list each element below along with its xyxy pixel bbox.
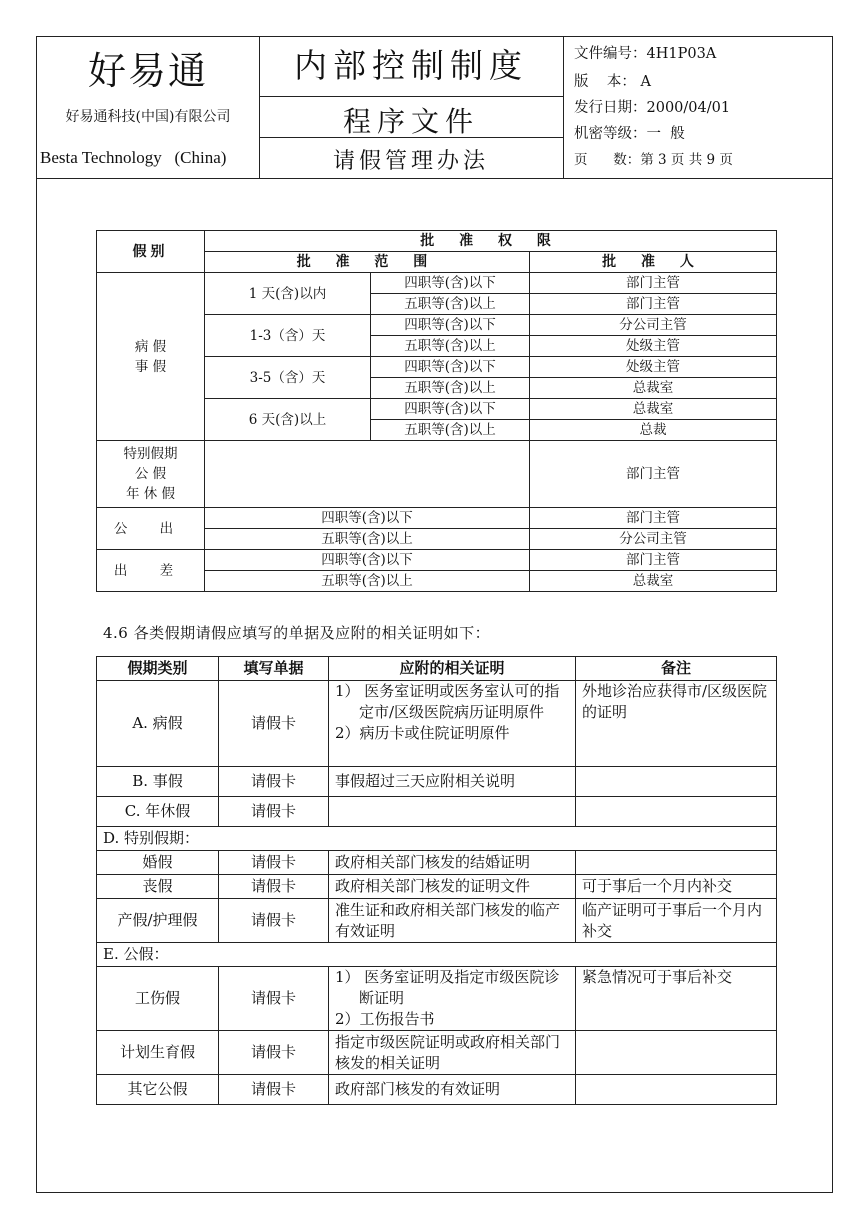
rank-cell: 四职等(含)以下: [371, 315, 530, 336]
leave-type: A. 病假: [97, 681, 219, 767]
leave-type: 婚假: [97, 851, 219, 875]
approver-cell: 部门主管: [530, 508, 777, 529]
meta-page-count: 页 数：第 3 页 共 9 页: [574, 152, 733, 168]
form-name: 请假卡: [219, 851, 329, 875]
outing-label: 公 出: [97, 508, 205, 550]
leave-type: 计划生育假: [97, 1031, 219, 1075]
proof-line: 1） 医务室证明或医务室认可的指定市/区级医院病历证明原件: [335, 682, 560, 721]
remark: [576, 851, 777, 875]
approver-cell: 总裁室: [530, 571, 777, 592]
proof-cell: [329, 681, 576, 767]
proof-cell: 准生证和政府相关部门核发的临产有效证明: [329, 899, 576, 943]
approver-cell: 分公司主管: [530, 315, 777, 336]
proof-cell: 政府部门核发的有效证明: [329, 1075, 576, 1105]
remark: [576, 1031, 777, 1075]
approver-cell: 总裁室: [530, 378, 777, 399]
days-range: 1 天(含)以内: [205, 273, 371, 315]
days-range: 3-5（含）天: [205, 357, 371, 399]
proof-cell: 事假超过三天应附相关说明: [329, 767, 576, 797]
special-leave-heading: D. 特别假期：: [97, 827, 777, 851]
rank-cell: 四职等(含)以下: [205, 550, 530, 571]
form-name: 请假卡: [219, 875, 329, 899]
rank-cell: 五职等(含)以上: [371, 336, 530, 357]
special-approver: 部门主管: [530, 441, 777, 508]
proof-cell: 政府相关部门核发的结婚证明: [329, 851, 576, 875]
form-name: 请假卡: [219, 899, 329, 943]
rank-cell: 四职等(含)以下: [205, 508, 530, 529]
days-range: 1-3（含）天: [205, 315, 371, 357]
meta-confidentiality: 机密等级：一 般: [574, 126, 685, 142]
header-approver: 批 准 人: [530, 252, 777, 273]
rank-cell: 五职等(含)以上: [205, 571, 530, 592]
special-leave-label: 特别假期 公 假 年 休 假: [97, 441, 205, 508]
special-scope-empty: [205, 441, 530, 508]
proof-line: 1） 医务室证明及指定市级医院诊断证明: [335, 968, 560, 1007]
leave-type: B. 事假: [97, 767, 219, 797]
sick-personal-label: 病 假 事 假: [97, 273, 205, 441]
remark: 外地诊治应获得市/区级医院的证明: [576, 681, 777, 767]
approver-cell: 部门主管: [530, 550, 777, 571]
meta-doc-number: 文件编号：4H1P03A: [574, 46, 717, 62]
col-header-proof: 应附的相关证明: [329, 657, 576, 681]
doc-title-sub: 程序文件: [342, 105, 479, 138]
proof-cell: 指定市级医院证明或政府相关部门核发的相关证明: [329, 1031, 576, 1075]
col-header-note: 备注: [576, 657, 777, 681]
company-name-en: Besta Technology (China): [40, 148, 227, 167]
proof-cell: [329, 797, 576, 827]
header-divider: [36, 178, 833, 179]
rank-cell: 五职等(含)以上: [371, 420, 530, 441]
form-name: 请假卡: [219, 797, 329, 827]
approver-cell: 部门主管: [530, 273, 777, 294]
rank-cell: 四职等(含)以下: [371, 399, 530, 420]
approver-cell: 部门主管: [530, 294, 777, 315]
rank-cell: 五职等(含)以上: [371, 294, 530, 315]
rank-cell: 四职等(含)以下: [371, 273, 530, 294]
header-leave-type: 假别: [97, 231, 205, 273]
brand-logo-text: 好易通: [87, 49, 208, 93]
form-name: 请假卡: [219, 1075, 329, 1105]
remark: 临产证明可于事后一个月内补交: [576, 899, 777, 943]
remark: 紧急情况可于事后补交: [576, 967, 777, 1031]
remark: [576, 797, 777, 827]
approver-cell: 总裁: [530, 420, 777, 441]
header-authority: 批 准 权 限: [205, 231, 777, 252]
doc-title: 请假管理办法: [332, 149, 489, 174]
proof-cell: [329, 967, 576, 1031]
rank-cell: 四职等(含)以下: [371, 357, 530, 378]
approver-cell: 处级主管: [530, 336, 777, 357]
header-divider-h1: [259, 96, 563, 97]
approver-cell: 总裁室: [530, 399, 777, 420]
remark: [576, 1075, 777, 1105]
form-name: 请假卡: [219, 967, 329, 1031]
approver-cell: 分公司主管: [530, 529, 777, 550]
header-divider-v1: [259, 36, 260, 179]
col-header-form: 填写单据: [219, 657, 329, 681]
company-name-cn: 好易通科技(中国)有限公司: [65, 109, 231, 125]
required-documents-table: [96, 656, 777, 1105]
proof-line: 2）工伤报告书: [335, 1010, 435, 1028]
section-note: 4.6 各类假期请假应填写的单据及应附的相关证明如下：: [103, 624, 491, 642]
rank-cell: 五职等(含)以上: [205, 529, 530, 550]
doc-title-main: 内部控制制度: [294, 46, 528, 85]
header-divider-v2: [563, 36, 564, 179]
proof-line: 2）病历卡或住院证明原件: [335, 724, 510, 742]
public-leave-heading: E. 公假：: [97, 943, 777, 967]
leave-type: 产假/护理假: [97, 899, 219, 943]
approver-cell: 处级主管: [530, 357, 777, 378]
business-trip-label: 出 差: [97, 550, 205, 592]
rank-cell: 五职等(含)以上: [371, 378, 530, 399]
form-name: 请假卡: [219, 1031, 329, 1075]
meta-issue-date: 发行日期：2000/04/01: [574, 100, 731, 116]
leave-type: 工伤假: [97, 967, 219, 1031]
leave-type: 其它公假: [97, 1075, 219, 1105]
header-scope: 批 准 范 围: [205, 252, 530, 273]
days-range: 6 天(含)以上: [205, 399, 371, 441]
form-name: 请假卡: [219, 681, 329, 767]
approval-authority-table: [96, 230, 777, 592]
leave-type: 丧假: [97, 875, 219, 899]
leave-type: C. 年休假: [97, 797, 219, 827]
meta-version: 版 本： A: [574, 74, 652, 90]
remark: 可于事后一个月内补交: [576, 875, 777, 899]
remark: [576, 767, 777, 797]
proof-cell: 政府相关部门核发的证明文件: [329, 875, 576, 899]
col-header-type: 假期类别: [97, 657, 219, 681]
form-name: 请假卡: [219, 767, 329, 797]
